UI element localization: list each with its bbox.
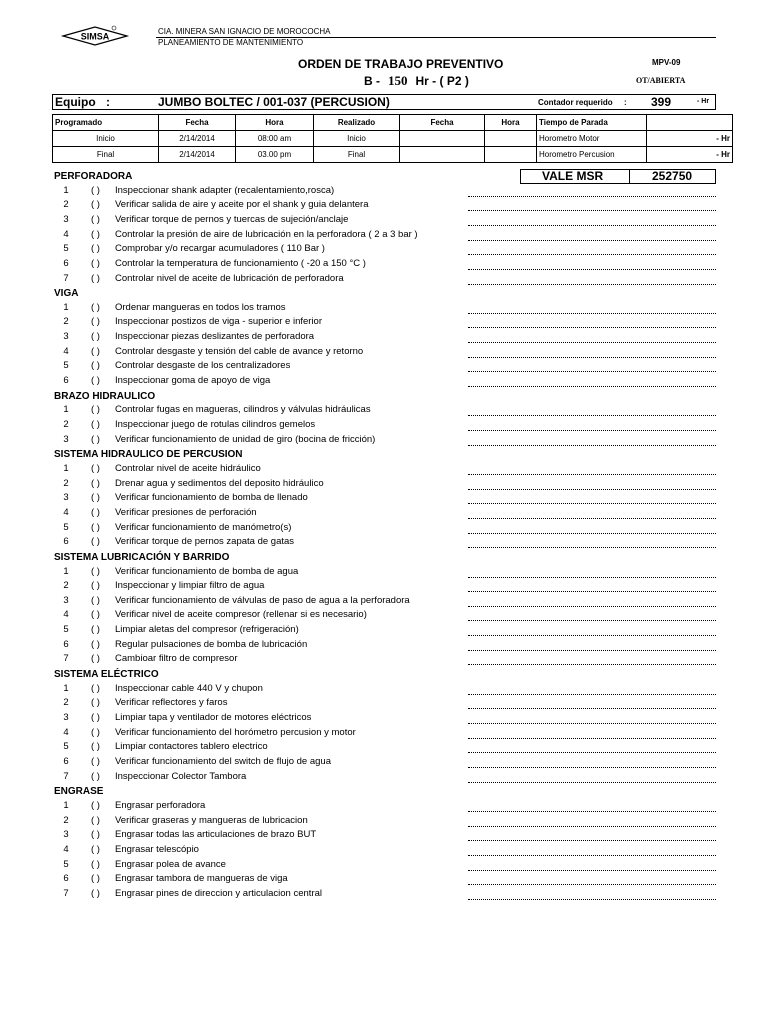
item-text: Inspeccionar y limpiar filtro de agua bbox=[115, 580, 265, 591]
header-cell: Programado bbox=[53, 115, 159, 131]
cell: 08:00 am bbox=[236, 131, 314, 147]
checklist-item bbox=[0, 888, 768, 902]
checklist-item bbox=[0, 815, 768, 829]
item-text: Verificar graseras y mangueras de lubricacion bbox=[115, 815, 308, 826]
checklist-item bbox=[0, 463, 768, 477]
item-text: Inspeccionar goma de apoyo de viga bbox=[115, 375, 271, 386]
item-number: 4 bbox=[63, 844, 69, 855]
item-checkbox[interactable]: ( ) bbox=[91, 609, 100, 620]
cell: 2/14/2014 bbox=[159, 147, 236, 163]
item-checkbox[interactable]: ( ) bbox=[91, 360, 100, 371]
counter-unit: - Hr bbox=[697, 98, 710, 105]
item-notes-line[interactable] bbox=[468, 225, 716, 226]
item-checkbox[interactable]: ( ) bbox=[91, 185, 100, 196]
document-subtitle bbox=[364, 73, 469, 89]
cell: Horometro Percusion bbox=[537, 147, 647, 163]
item-number: 5 bbox=[63, 522, 69, 533]
schedule-row-end bbox=[53, 147, 733, 163]
equipment-name: JUMBO BOLTEC / 001-037 (PERCUSION) bbox=[158, 95, 390, 109]
schedule-header-row bbox=[53, 115, 733, 131]
item-notes-line[interactable] bbox=[468, 899, 716, 900]
item-notes-line[interactable] bbox=[468, 826, 716, 827]
item-notes-line[interactable] bbox=[468, 371, 716, 372]
header-cell: Fecha bbox=[159, 115, 236, 131]
section-title: SISTEMA HIDRAULICO DE PERCUSION bbox=[54, 449, 243, 460]
cell[interactable] bbox=[485, 147, 537, 163]
item-text: Ordenar mangueras en todos los tramos bbox=[115, 302, 286, 313]
item-checkbox[interactable]: ( ) bbox=[91, 229, 100, 240]
item-checkbox[interactable]: ( ) bbox=[91, 727, 100, 738]
item-number: 2 bbox=[63, 815, 69, 826]
section-title: VIGA bbox=[54, 288, 79, 299]
checklist-item bbox=[0, 492, 768, 506]
item-notes-line[interactable] bbox=[468, 284, 716, 285]
section-title: ENGRASE bbox=[54, 786, 104, 797]
item-number: 5 bbox=[63, 243, 69, 254]
item-number: 3 bbox=[63, 331, 69, 342]
ot-status: OT/ABIERTA bbox=[636, 76, 686, 85]
item-number: 3 bbox=[63, 434, 69, 445]
checklist-item bbox=[0, 873, 768, 887]
item-notes-line[interactable] bbox=[468, 694, 716, 695]
cell: Inicio bbox=[53, 131, 159, 147]
item-notes-line[interactable] bbox=[468, 782, 716, 783]
item-checkbox[interactable]: ( ) bbox=[91, 199, 100, 210]
logo-text: SIMSA bbox=[80, 31, 110, 42]
item-text: Verificar nivel de aceite compresor (rellenar si es necesario) bbox=[115, 609, 367, 620]
item-number: 7 bbox=[63, 888, 69, 899]
item-text: Engrasar telescópio bbox=[115, 844, 199, 855]
item-checkbox[interactable]: ( ) bbox=[91, 316, 100, 327]
cell: Final bbox=[53, 147, 159, 163]
item-text: Limpiar aletas del compresor (refrigeración) bbox=[115, 624, 299, 635]
cell[interactable] bbox=[400, 147, 485, 163]
item-checkbox[interactable]: ( ) bbox=[91, 888, 100, 899]
item-text: Inspeccionar juego de rotulas cilindros gemelos bbox=[115, 419, 316, 430]
item-text: Verificar funcionamiento de bomba de agua bbox=[115, 566, 299, 577]
item-checkbox[interactable]: ( ) bbox=[91, 653, 100, 664]
item-text: Verificar funcionamiento de válvulas de paso de agua a la perforadora bbox=[115, 595, 410, 606]
item-notes-line[interactable] bbox=[468, 664, 716, 665]
checklist-item bbox=[0, 741, 768, 755]
item-checkbox[interactable]: ( ) bbox=[91, 507, 100, 518]
item-notes-line[interactable] bbox=[468, 518, 716, 519]
item-checkbox[interactable]: ( ) bbox=[91, 756, 100, 767]
item-number: 1 bbox=[63, 683, 69, 694]
item-number: 2 bbox=[63, 697, 69, 708]
checklist-item bbox=[0, 258, 768, 272]
item-number: 7 bbox=[63, 273, 69, 284]
item-checkbox[interactable]: ( ) bbox=[91, 273, 100, 284]
item-checkbox[interactable]: ( ) bbox=[91, 536, 100, 547]
item-text: Controlar la temperatura de funcionamiento ( -20 a 150 °C ) bbox=[115, 258, 366, 269]
item-text: Controlar desgaste de los centralizadores bbox=[115, 360, 291, 371]
item-notes-line[interactable] bbox=[468, 430, 716, 431]
item-notes-line[interactable] bbox=[468, 547, 716, 548]
item-checkbox[interactable]: ( ) bbox=[91, 595, 100, 606]
item-notes-line[interactable] bbox=[468, 650, 716, 651]
item-text: Verificar reflectores y faros bbox=[115, 697, 228, 708]
item-number: 1 bbox=[63, 566, 69, 577]
item-checkbox[interactable]: ( ) bbox=[91, 566, 100, 577]
item-checkbox[interactable]: ( ) bbox=[91, 346, 100, 357]
checklist-item bbox=[0, 478, 768, 492]
checklist-item bbox=[0, 434, 768, 448]
subtitle-number: 150 bbox=[388, 73, 408, 88]
item-checkbox[interactable]: ( ) bbox=[91, 375, 100, 386]
checklist-item bbox=[0, 404, 768, 418]
item-checkbox[interactable]: ( ) bbox=[91, 419, 100, 430]
item-notes-line[interactable] bbox=[468, 240, 716, 241]
checklist-item bbox=[0, 800, 768, 814]
item-checkbox[interactable]: ( ) bbox=[91, 697, 100, 708]
item-checkbox[interactable]: ( ) bbox=[91, 639, 100, 650]
item-notes-line[interactable] bbox=[468, 489, 716, 490]
item-checkbox[interactable]: ( ) bbox=[91, 683, 100, 694]
item-number: 3 bbox=[63, 214, 69, 225]
item-text: Verificar funcionamiento de bomba de llenado bbox=[115, 492, 308, 503]
item-notes-line[interactable] bbox=[468, 474, 716, 475]
item-text: Verificar salida de aire y aceite por el shank y guia delantera bbox=[115, 199, 369, 210]
item-text: Controlar nivel de aceite hidráulico bbox=[115, 463, 261, 474]
checklist-item bbox=[0, 302, 768, 316]
item-text: Inspeccionar piezas deslizantes de perforadora bbox=[115, 331, 315, 342]
checklist-item bbox=[0, 683, 768, 697]
item-notes-line[interactable] bbox=[468, 738, 716, 739]
item-checkbox[interactable]: ( ) bbox=[91, 624, 100, 635]
item-notes-line[interactable] bbox=[468, 210, 716, 211]
item-number: 5 bbox=[63, 741, 69, 752]
item-notes-line[interactable] bbox=[468, 342, 716, 343]
item-notes-line[interactable] bbox=[468, 269, 716, 270]
item-number: 7 bbox=[63, 653, 69, 664]
equipment-label: Equipo bbox=[55, 95, 96, 109]
item-notes-line[interactable] bbox=[468, 752, 716, 753]
item-number: 5 bbox=[63, 624, 69, 635]
counter-colon: : bbox=[624, 98, 627, 107]
item-checkbox[interactable]: ( ) bbox=[91, 258, 100, 269]
checklist-item bbox=[0, 727, 768, 741]
department-name: PLANEAMIENTO DE MANTENIMIENTO bbox=[158, 38, 304, 47]
item-text: Verificar funcionamiento del horómetro percusion y motor bbox=[115, 727, 356, 738]
document-code: MPV-09 bbox=[652, 58, 681, 67]
item-checkbox[interactable]: ( ) bbox=[91, 771, 100, 782]
item-notes-line[interactable] bbox=[468, 386, 716, 387]
checklist-item bbox=[0, 507, 768, 521]
cell: - Hr bbox=[647, 131, 733, 147]
item-checkbox[interactable]: ( ) bbox=[91, 478, 100, 489]
item-number: 6 bbox=[63, 639, 69, 650]
header-cell: Realizado bbox=[314, 115, 400, 131]
item-checkbox[interactable]: ( ) bbox=[91, 741, 100, 752]
item-notes-line[interactable] bbox=[468, 840, 716, 841]
item-number: 4 bbox=[63, 507, 69, 518]
item-notes-line[interactable] bbox=[468, 884, 716, 885]
item-number: 2 bbox=[63, 478, 69, 489]
header-cell: Hora bbox=[485, 115, 537, 131]
checklist-item bbox=[0, 595, 768, 609]
item-checkbox[interactable]: ( ) bbox=[91, 331, 100, 342]
header-cell bbox=[647, 115, 733, 131]
item-text: Cambioar filtro de compresor bbox=[115, 653, 238, 664]
item-notes-line[interactable] bbox=[468, 445, 716, 446]
document-title: ORDEN DE TRABAJO PREVENTIVO bbox=[298, 57, 504, 71]
item-checkbox[interactable]: ( ) bbox=[91, 434, 100, 445]
subtitle-prefix: B - bbox=[364, 74, 380, 88]
item-checkbox[interactable]: ( ) bbox=[91, 492, 100, 503]
item-notes-line[interactable] bbox=[468, 327, 716, 328]
item-text: Controlar fugas en magueras, cilindros y válvulas hidráulicas bbox=[115, 404, 371, 415]
item-number: 1 bbox=[63, 800, 69, 811]
item-text: Verificar presiones de perforación bbox=[115, 507, 257, 518]
item-checkbox[interactable]: ( ) bbox=[91, 829, 100, 840]
item-number: 6 bbox=[63, 258, 69, 269]
item-text: Inspeccionar postizos de viga - superior e inferior bbox=[115, 316, 322, 327]
item-number: 6 bbox=[63, 873, 69, 884]
checklist-item bbox=[0, 609, 768, 623]
counter-value: 399 bbox=[651, 95, 672, 109]
item-notes-line[interactable] bbox=[468, 415, 716, 416]
item-number: 4 bbox=[63, 609, 69, 620]
item-notes-line[interactable] bbox=[468, 591, 716, 592]
section-title: PERFORADORA bbox=[54, 171, 133, 182]
item-number: 3 bbox=[63, 829, 69, 840]
section-title: SISTEMA LUBRICACIÓN Y BARRIDO bbox=[54, 552, 230, 563]
item-number: 2 bbox=[63, 316, 69, 327]
item-number: 5 bbox=[63, 859, 69, 870]
item-checkbox[interactable]: ( ) bbox=[91, 800, 100, 811]
item-text: Controlar nivel de aceite de lubricación de perforadora bbox=[115, 273, 344, 284]
item-text: Inspeccionar shank adapter (recalentamiento,rosca) bbox=[115, 185, 335, 196]
checklist-item bbox=[0, 229, 768, 243]
item-text: Verificar torque de pernos y tuercas de sujeción/anclaje bbox=[115, 214, 349, 225]
item-notes-line[interactable] bbox=[468, 254, 716, 255]
item-text: Engrasar pines de direccion y articulacion central bbox=[115, 888, 322, 899]
counter-label: Contador requerido bbox=[538, 98, 613, 107]
cell: Inicio bbox=[314, 131, 400, 147]
checklist-item bbox=[0, 419, 768, 433]
checklist-item bbox=[0, 185, 768, 199]
checklist-item bbox=[0, 859, 768, 873]
item-text: Limpiar tapa y ventilador de motores eléctricos bbox=[115, 712, 312, 723]
item-text: Regular pulsaciones de bomba de lubricación bbox=[115, 639, 308, 650]
checklist-item bbox=[0, 360, 768, 374]
checklist-item bbox=[0, 346, 768, 360]
schedule-row-start bbox=[53, 131, 733, 147]
item-text: Verificar torque de pernos zapata de gatas bbox=[115, 536, 295, 547]
item-number: 3 bbox=[63, 492, 69, 503]
item-checkbox[interactable]: ( ) bbox=[91, 712, 100, 723]
checklist-item bbox=[0, 273, 768, 287]
item-number: 4 bbox=[63, 346, 69, 357]
item-text: Limpiar contactores tablero electrico bbox=[115, 741, 268, 752]
item-number: 4 bbox=[63, 229, 69, 240]
item-checkbox[interactable]: ( ) bbox=[91, 844, 100, 855]
checklist-item bbox=[0, 536, 768, 550]
item-notes-line[interactable] bbox=[468, 503, 716, 504]
item-text: Verificar funcionamiento de unidad de giro (bocina de fricción) bbox=[115, 434, 376, 445]
section-title: SISTEMA ELÉCTRICO bbox=[54, 669, 159, 680]
item-text: Engrasar polea de avance bbox=[115, 859, 226, 870]
item-checkbox[interactable]: ( ) bbox=[91, 580, 100, 591]
item-notes-line[interactable] bbox=[468, 357, 716, 358]
item-checkbox[interactable]: ( ) bbox=[91, 522, 100, 533]
item-checkbox[interactable]: ( ) bbox=[91, 859, 100, 870]
cell: - Hr bbox=[647, 147, 733, 163]
cell[interactable] bbox=[400, 131, 485, 147]
section-title: BRAZO HIDRAULICO bbox=[54, 391, 156, 402]
item-notes-line[interactable] bbox=[468, 533, 716, 534]
item-checkbox[interactable]: ( ) bbox=[91, 404, 100, 415]
item-notes-line[interactable] bbox=[468, 577, 716, 578]
simsa-logo bbox=[60, 24, 130, 48]
item-notes-line[interactable] bbox=[468, 811, 716, 812]
item-number: 2 bbox=[63, 199, 69, 210]
cell[interactable] bbox=[485, 131, 537, 147]
checklist-item bbox=[0, 566, 768, 580]
item-notes-line[interactable] bbox=[468, 767, 716, 768]
schedule-table bbox=[52, 114, 733, 163]
item-notes-line[interactable] bbox=[468, 313, 716, 314]
item-number: 5 bbox=[63, 360, 69, 371]
checklist-item bbox=[0, 214, 768, 228]
checklist-item bbox=[0, 331, 768, 345]
item-text: Drenar agua y sedimentos del deposito hidráulico bbox=[115, 478, 324, 489]
checklist-item bbox=[0, 653, 768, 667]
item-text: Engrasar todas las articulaciones de brazo BUT bbox=[115, 829, 317, 840]
checklist-item bbox=[0, 624, 768, 638]
checklist-item bbox=[0, 712, 768, 726]
checklist-item bbox=[0, 316, 768, 330]
vale-divider bbox=[629, 169, 630, 184]
checklist-item bbox=[0, 580, 768, 594]
item-number: 6 bbox=[63, 756, 69, 767]
item-number: 1 bbox=[63, 185, 69, 196]
item-number: 3 bbox=[63, 712, 69, 723]
item-text: Engrasar perforadora bbox=[115, 800, 206, 811]
cell: 2/14/2014 bbox=[159, 131, 236, 147]
cell: Horometro Motor bbox=[537, 131, 647, 147]
item-checkbox[interactable]: ( ) bbox=[91, 243, 100, 254]
item-notes-line[interactable] bbox=[468, 635, 716, 636]
header-divider bbox=[156, 37, 716, 38]
item-notes-line[interactable] bbox=[468, 855, 716, 856]
item-checkbox[interactable]: ( ) bbox=[91, 463, 100, 474]
item-number: 2 bbox=[63, 419, 69, 430]
item-notes-line[interactable] bbox=[468, 196, 716, 197]
item-notes-line[interactable] bbox=[468, 620, 716, 621]
item-number: 6 bbox=[63, 375, 69, 386]
cell: 03.00 pm bbox=[236, 147, 314, 163]
item-checkbox[interactable]: ( ) bbox=[91, 214, 100, 225]
checklist-item bbox=[0, 844, 768, 858]
item-checkbox[interactable]: ( ) bbox=[91, 815, 100, 826]
cell: Final bbox=[314, 147, 400, 163]
item-number: 6 bbox=[63, 536, 69, 547]
checklist-item bbox=[0, 771, 768, 785]
checklist-item bbox=[0, 829, 768, 843]
item-number: 3 bbox=[63, 595, 69, 606]
checklist-item bbox=[0, 522, 768, 536]
item-text: Inspeccionar Colector Tambora bbox=[115, 771, 247, 782]
item-text: Verificar funcionamiento del switch de flujo de agua bbox=[115, 756, 331, 767]
vale-value: 252750 bbox=[652, 169, 693, 183]
item-number: 2 bbox=[63, 580, 69, 591]
item-notes-line[interactable] bbox=[468, 708, 716, 709]
item-text: Verificar funcionamiento de manómetro(s) bbox=[115, 522, 292, 533]
checklist-item bbox=[0, 243, 768, 257]
item-text: Controlar la presión de aire de lubricación en la perforadora ( 2 a 3 bar ) bbox=[115, 229, 418, 240]
header-cell: Hora bbox=[236, 115, 314, 131]
item-number: 1 bbox=[63, 302, 69, 313]
item-checkbox[interactable]: ( ) bbox=[91, 302, 100, 313]
item-text: Comprobar y/o recargar acumuladores ( 110 Bar ) bbox=[115, 243, 325, 254]
item-text: Controlar desgaste y tensión del cable de avance y retorno bbox=[115, 346, 364, 357]
item-text: Engrasar tambora de mangueras de viga bbox=[115, 873, 288, 884]
equipment-colon: : bbox=[106, 95, 110, 109]
item-notes-line[interactable] bbox=[468, 606, 716, 607]
item-notes-line[interactable] bbox=[468, 723, 716, 724]
item-number: 1 bbox=[63, 463, 69, 474]
item-notes-line[interactable] bbox=[468, 870, 716, 871]
company-name: CIA. MINERA SAN IGNACIO DE MOROCOCHA bbox=[158, 27, 331, 36]
checklist-item bbox=[0, 199, 768, 213]
checklist-item bbox=[0, 697, 768, 711]
item-number: 4 bbox=[63, 727, 69, 738]
item-number: 1 bbox=[63, 404, 69, 415]
vale-label: VALE MSR bbox=[542, 169, 604, 183]
item-number: 7 bbox=[63, 771, 69, 782]
checklist-item bbox=[0, 756, 768, 770]
checklist-item bbox=[0, 639, 768, 653]
checklist-item bbox=[0, 375, 768, 389]
item-checkbox[interactable]: ( ) bbox=[91, 873, 100, 884]
header-cell: Tiempo de Parada bbox=[537, 115, 647, 131]
subtitle-suffix: Hr - ( P2 ) bbox=[415, 74, 469, 88]
header-cell: Fecha bbox=[400, 115, 485, 131]
item-text: Inspeccionar cable 440 V y chupon bbox=[115, 683, 263, 694]
